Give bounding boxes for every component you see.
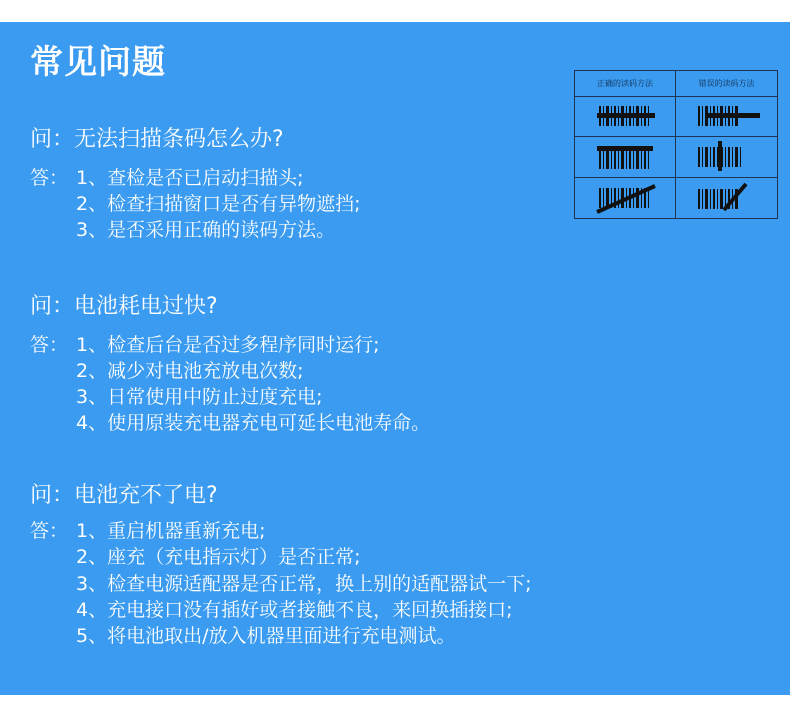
answer-3-1: 1、重启机器重新充电; <box>76 520 266 542</box>
answer-2-2: 2、减少对电池充放电次数; <box>76 360 304 382</box>
answer-2-1: 1、检查后台是否过多程序同时运行; <box>76 334 380 356</box>
correct-diagonal-barcode <box>575 178 676 218</box>
answer-1-1: 1、查检是否已启动扫描头; <box>76 167 304 189</box>
answer-prefix-1: 答： <box>30 167 69 189</box>
answer-2-4: 4、使用原装充电器充电可延长电池寿命。 <box>76 412 431 434</box>
answer-3-3: 3、检查电源适配器是否正常，换上别的适配器试一下; <box>76 573 532 595</box>
wrong-diagonal-barcode <box>676 178 777 218</box>
correct-top-barcode <box>575 137 676 177</box>
answer-prefix-2: 答： <box>30 334 69 356</box>
question-2: 问：电池耗电过快? <box>30 294 218 319</box>
wrong-vertical-barcode <box>676 137 777 177</box>
answer-3-4: 4、充电接口没有插好或者接触不良，来回换插接口; <box>76 599 513 621</box>
answer-3-2: 2、座充（充电指示灯）是否正常; <box>76 546 361 568</box>
question-1: 问：无法扫描条码怎么办? <box>30 127 284 152</box>
answer-2-3: 3、日常使用中防止过度充电; <box>76 386 323 408</box>
question-3: 问：电池充不了电? <box>30 483 218 508</box>
answer-prefix-3: 答： <box>30 520 69 542</box>
header-wrong-method: 错误的读码方法 <box>676 71 777 97</box>
header-correct-method: 正确的读码方法 <box>575 71 676 97</box>
wrong-horizontal-barcode <box>676 97 777 137</box>
correct-horizontal-barcode <box>575 97 676 137</box>
answer-1-3: 3、是否采用正确的读码方法。 <box>76 219 336 241</box>
reading-method-table <box>574 70 778 219</box>
answer-3-5: 5、将电池取出/放入机器里面进行充电测试。 <box>76 625 456 647</box>
answer-1-2: 2、检查扫描窗口是否有异物遮挡; <box>76 193 361 215</box>
page-title: 常见问题 <box>30 42 166 81</box>
